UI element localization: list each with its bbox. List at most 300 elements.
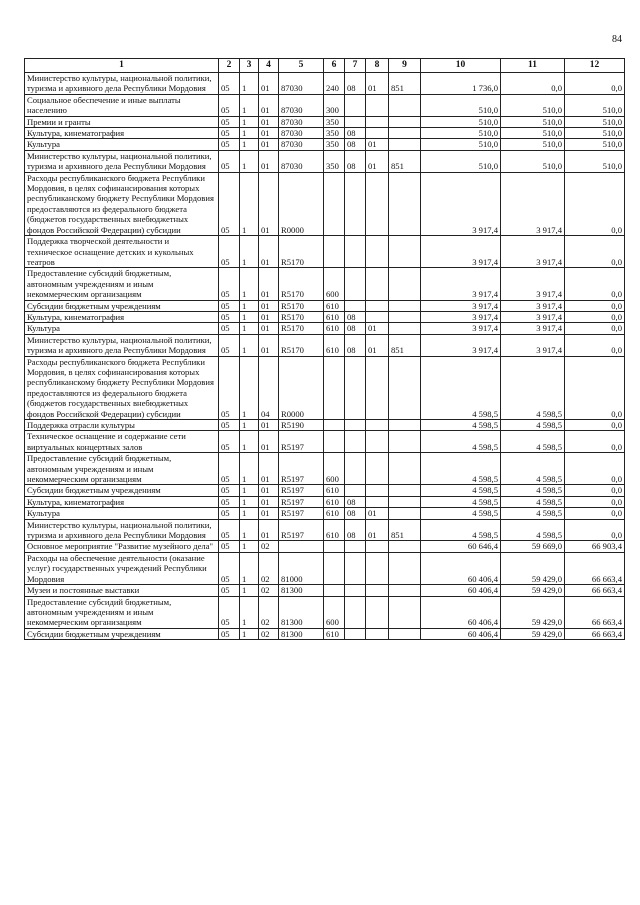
code-gp: 05 [219,128,240,139]
amount-year3: 0,0 [565,300,625,311]
amount-year2: 3 917,4 [501,334,565,356]
page-number: 84 [612,34,622,45]
amount-year3: 510,0 [565,128,625,139]
header-cell: 10 [421,59,501,73]
amount-year3: 66 663,4 [565,628,625,639]
code-grbs [389,596,421,628]
row-name: Техническое оснащение и содержание сети виртуальных концертных залов [25,431,219,453]
code-pp: 1 [240,334,259,356]
code-rz: 08 [345,496,366,507]
table-row [25,453,625,485]
code-pp: 1 [240,128,259,139]
code-pp: 1 [240,356,259,419]
table-row [25,541,625,552]
amount-year1: 510,0 [421,94,501,116]
code-rz: 08 [345,150,366,172]
code-vr: 610 [324,485,345,496]
code-pp: 1 [240,139,259,150]
code-vr: 600 [324,596,345,628]
amount-year3: 0,0 [565,420,625,431]
amount-year3: 0,0 [565,431,625,453]
code-pr [366,585,389,596]
row-name: Культура, кинематография [25,128,219,139]
amount-year2: 4 598,5 [501,420,565,431]
code-rz: 08 [345,508,366,519]
amount-year1: 60 646,4 [421,541,501,552]
code-pr [366,453,389,485]
code-pr: 01 [366,323,389,334]
row-name: Культура, кинематография [25,311,219,322]
code-pr [366,552,389,584]
code-gp: 05 [219,585,240,596]
code-om: 01 [259,94,279,116]
code-vr: 610 [324,323,345,334]
code-om: 02 [259,596,279,628]
code-vr: 610 [324,508,345,519]
table-row [25,236,625,268]
amount-year2: 3 917,4 [501,268,565,300]
amount-year1: 3 917,4 [421,300,501,311]
table-row [25,485,625,496]
amount-year1: 4 598,5 [421,453,501,485]
code-rz [345,116,366,127]
code-rz [345,94,366,116]
code-pr [366,628,389,639]
amount-year2: 4 598,5 [501,356,565,419]
code-grbs: 851 [389,73,421,95]
budget-table [24,58,625,640]
amount-year1: 4 598,5 [421,519,501,541]
amount-year3: 0,0 [565,311,625,322]
code-grbs [389,323,421,334]
table-row [25,172,625,235]
code-grbs [389,311,421,322]
code-pp: 1 [240,496,259,507]
code-pr [366,311,389,322]
code-pp: 1 [240,508,259,519]
amount-year3: 0,0 [565,519,625,541]
amount-year3: 0,0 [565,236,625,268]
row-name: Расходы республиканского бюджета Республики Мордовия, в целях софинансирования которых республиканскому бюджету Республики Мордовия предоставляются из федерального бюджета (бюджетов государственных внебюджетных фондов Российской Федерации) субсидии [25,172,219,235]
code-direction: 81300 [279,585,324,596]
code-direction: R5170 [279,236,324,268]
header-cell: 8 [366,59,389,73]
code-rz [345,485,366,496]
code-om: 01 [259,431,279,453]
header-cell: 6 [324,59,345,73]
row-name: Культура, кинематография [25,496,219,507]
amount-year2: 4 598,5 [501,453,565,485]
amount-year2: 59 429,0 [501,596,565,628]
code-pr [366,420,389,431]
code-rz [345,541,366,552]
code-om: 01 [259,519,279,541]
code-pp: 1 [240,172,259,235]
amount-year3: 66 663,4 [565,585,625,596]
code-grbs [389,496,421,507]
code-vr: 600 [324,453,345,485]
code-om: 01 [259,268,279,300]
code-pp: 1 [240,94,259,116]
code-om: 01 [259,485,279,496]
table-row [25,139,625,150]
code-pp: 1 [240,311,259,322]
code-grbs [389,139,421,150]
code-om: 01 [259,150,279,172]
code-gp: 05 [219,356,240,419]
row-name: Субсидии бюджетным учреждениям [25,485,219,496]
code-vr: 610 [324,300,345,311]
amount-year1: 3 917,4 [421,334,501,356]
amount-year1: 510,0 [421,116,501,127]
code-gp: 05 [219,628,240,639]
code-vr [324,236,345,268]
code-direction: R5170 [279,268,324,300]
code-pr [366,172,389,235]
header-cell: 11 [501,59,565,73]
code-rz [345,356,366,419]
code-pp: 1 [240,485,259,496]
amount-year2: 0,0 [501,73,565,95]
code-pr: 01 [366,519,389,541]
code-rz [345,431,366,453]
amount-year3: 510,0 [565,94,625,116]
code-vr: 600 [324,268,345,300]
header-cell: 4 [259,59,279,73]
code-grbs [389,420,421,431]
code-gp: 05 [219,139,240,150]
code-direction: R5170 [279,311,324,322]
code-vr [324,585,345,596]
amount-year3: 0,0 [565,496,625,507]
row-name: Расходы республиканского бюджета Республики Мордовия, в целях софинансирования которых республиканскому бюджету Республики Мордовия предоставляются из федерального бюджета (бюджетов государственных внебюджетных фондов Российской Федерации) субсидии [25,356,219,419]
code-direction: R5170 [279,300,324,311]
code-direction: 81300 [279,628,324,639]
amount-year3: 66 903,4 [565,541,625,552]
code-pr [366,268,389,300]
code-direction: 87030 [279,150,324,172]
code-pp: 1 [240,300,259,311]
row-name: Предоставление субсидий бюджетным, автономным учреждениям и иным некоммерческим организациям [25,453,219,485]
table-row [25,508,625,519]
code-gp: 05 [219,485,240,496]
code-vr: 610 [324,334,345,356]
code-direction: R5170 [279,334,324,356]
code-direction: R5197 [279,508,324,519]
code-rz [345,300,366,311]
row-name: Поддержка творческой деятельности и техническое оснащение детских и кукольных театров [25,236,219,268]
code-gp: 05 [219,116,240,127]
code-grbs: 851 [389,334,421,356]
code-grbs [389,485,421,496]
code-gp: 05 [219,268,240,300]
code-gp: 05 [219,431,240,453]
code-pp: 1 [240,519,259,541]
code-om: 04 [259,356,279,419]
amount-year3: 0,0 [565,172,625,235]
row-name: Поддержка отрасли культуры [25,420,219,431]
code-gp: 05 [219,496,240,507]
row-name: Предоставление субсидий бюджетным, автономным учреждениям и иным некоммерческим организациям [25,268,219,300]
row-name: Субсидии бюджетным учреждениям [25,300,219,311]
amount-year3: 66 663,4 [565,596,625,628]
code-om: 02 [259,585,279,596]
amount-year1: 1 736,0 [421,73,501,95]
code-rz [345,453,366,485]
table-row [25,150,625,172]
code-pr [366,236,389,268]
amount-year2: 3 917,4 [501,323,565,334]
amount-year2: 59 429,0 [501,585,565,596]
code-pp: 1 [240,116,259,127]
code-gp: 05 [219,596,240,628]
code-om: 01 [259,453,279,485]
header-row [25,59,625,73]
code-om: 01 [259,420,279,431]
code-pr [366,596,389,628]
amount-year3: 0,0 [565,73,625,95]
amount-year1: 60 406,4 [421,552,501,584]
amount-year1: 60 406,4 [421,585,501,596]
code-vr: 350 [324,128,345,139]
row-name: Министерство культуры, национальной политики, туризма и архивного дела Республики Мордовия [25,150,219,172]
row-name: Предоставление субсидий бюджетным, автономным учреждениям и иным некоммерческим организациям [25,596,219,628]
row-name: Музеи и постоянные выставки [25,585,219,596]
row-name: Расходы на обеспечение деятельности (оказание услуг) государственных учреждений Республики Мордовия [25,552,219,584]
amount-year3: 0,0 [565,356,625,419]
code-vr [324,552,345,584]
code-gp: 05 [219,541,240,552]
row-name: Социальное обеспечение и иные выплаты населению [25,94,219,116]
code-rz [345,585,366,596]
code-pp: 1 [240,323,259,334]
amount-year2: 510,0 [501,94,565,116]
table-row [25,323,625,334]
code-vr: 610 [324,311,345,322]
amount-year2: 3 917,4 [501,311,565,322]
code-pr [366,300,389,311]
table-row [25,628,625,639]
code-gp: 05 [219,311,240,322]
code-om: 02 [259,628,279,639]
code-pr [366,128,389,139]
row-name: Министерство культуры, национальной политики, туризма и архивного дела Республики Мордовия [25,519,219,541]
row-name: Министерство культуры, национальной политики, туризма и архивного дела Республики Мордовия [25,73,219,95]
row-name: Культура [25,139,219,150]
code-vr: 300 [324,94,345,116]
table-row [25,356,625,419]
code-pp: 1 [240,268,259,300]
amount-year1: 4 598,5 [421,431,501,453]
table-row [25,311,625,322]
table-row [25,552,625,584]
code-direction: R5197 [279,453,324,485]
code-pp: 1 [240,431,259,453]
amount-year1: 510,0 [421,128,501,139]
code-direction: R5197 [279,431,324,453]
amount-year1: 3 917,4 [421,323,501,334]
code-rz [345,628,366,639]
code-pr [366,116,389,127]
amount-year1: 4 598,5 [421,485,501,496]
code-direction: R5197 [279,519,324,541]
code-vr [324,431,345,453]
amount-year2: 510,0 [501,116,565,127]
code-vr: 240 [324,73,345,95]
amount-year1: 510,0 [421,139,501,150]
code-grbs [389,453,421,485]
code-pr [366,431,389,453]
code-vr [324,541,345,552]
row-name: Премии и гранты [25,116,219,127]
header-cell: 9 [389,59,421,73]
table-row [25,73,625,95]
code-gp: 05 [219,323,240,334]
amount-year2: 59 429,0 [501,628,565,639]
amount-year1: 60 406,4 [421,596,501,628]
code-direction: 87030 [279,139,324,150]
code-vr: 610 [324,519,345,541]
code-rz: 08 [345,139,366,150]
amount-year3: 0,0 [565,453,625,485]
code-pp: 1 [240,628,259,639]
code-rz: 08 [345,128,366,139]
code-rz [345,268,366,300]
row-name: Культура [25,323,219,334]
code-grbs [389,585,421,596]
code-pp: 1 [240,420,259,431]
table-row [25,585,625,596]
row-name: Культура [25,508,219,519]
code-grbs [389,300,421,311]
amount-year1: 3 917,4 [421,172,501,235]
code-pp: 1 [240,73,259,95]
amount-year1: 60 406,4 [421,628,501,639]
code-om: 02 [259,541,279,552]
code-gp: 05 [219,508,240,519]
amount-year2: 3 917,4 [501,300,565,311]
code-om: 01 [259,172,279,235]
code-om: 01 [259,236,279,268]
header-cell: 5 [279,59,324,73]
code-vr: 350 [324,116,345,127]
code-pr [366,496,389,507]
code-vr [324,420,345,431]
code-grbs [389,431,421,453]
code-grbs [389,541,421,552]
amount-year3: 510,0 [565,116,625,127]
amount-year3: 0,0 [565,508,625,519]
code-om: 01 [259,128,279,139]
amount-year2: 4 598,5 [501,508,565,519]
code-grbs [389,236,421,268]
code-gp: 05 [219,334,240,356]
code-gp: 05 [219,236,240,268]
amount-year1: 4 598,5 [421,356,501,419]
code-om: 01 [259,508,279,519]
code-pr [366,356,389,419]
row-name: Основное мероприятие "Развитие музейного дела" [25,541,219,552]
amount-year1: 3 917,4 [421,311,501,322]
amount-year2: 510,0 [501,139,565,150]
code-grbs [389,628,421,639]
code-vr: 350 [324,139,345,150]
code-rz: 08 [345,73,366,95]
table-row [25,519,625,541]
table-row [25,268,625,300]
header-cell: 7 [345,59,366,73]
code-gp: 05 [219,552,240,584]
code-pr [366,541,389,552]
table-row [25,334,625,356]
amount-year2: 59 429,0 [501,552,565,584]
row-name: Министерство культуры, национальной политики, туризма и архивного дела Республики Мордовия [25,334,219,356]
code-om: 01 [259,139,279,150]
code-grbs [389,116,421,127]
code-om: 01 [259,300,279,311]
amount-year3: 510,0 [565,150,625,172]
code-rz: 08 [345,311,366,322]
code-direction: R5197 [279,496,324,507]
code-om: 01 [259,334,279,356]
table-row [25,128,625,139]
code-pr: 01 [366,334,389,356]
amount-year3: 0,0 [565,485,625,496]
code-pp: 1 [240,236,259,268]
amount-year1: 3 917,4 [421,236,501,268]
amount-year3: 0,0 [565,268,625,300]
amount-year2: 59 669,0 [501,541,565,552]
code-grbs [389,128,421,139]
amount-year2: 4 598,5 [501,431,565,453]
code-grbs [389,172,421,235]
code-om: 01 [259,323,279,334]
code-grbs [389,552,421,584]
header-cell: 12 [565,59,625,73]
code-rz: 08 [345,334,366,356]
code-pp: 1 [240,541,259,552]
code-pr [366,94,389,116]
amount-year1: 4 598,5 [421,496,501,507]
code-gp: 05 [219,73,240,95]
table-row [25,431,625,453]
code-direction: 87030 [279,73,324,95]
table-row [25,420,625,431]
code-grbs [389,94,421,116]
code-pr [366,485,389,496]
code-direction: 87030 [279,116,324,127]
amount-year2: 4 598,5 [501,496,565,507]
code-direction: 87030 [279,94,324,116]
amount-year2: 510,0 [501,150,565,172]
code-grbs: 851 [389,519,421,541]
code-pp: 1 [240,453,259,485]
code-pp: 1 [240,585,259,596]
code-pp: 1 [240,596,259,628]
code-pr: 01 [366,73,389,95]
code-gp: 05 [219,420,240,431]
code-rz [345,236,366,268]
table-row [25,300,625,311]
code-direction: R0000 [279,356,324,419]
header-cell: 1 [25,59,219,73]
code-pr: 01 [366,508,389,519]
code-direction: 87030 [279,128,324,139]
code-rz: 08 [345,519,366,541]
code-rz [345,420,366,431]
code-grbs [389,356,421,419]
code-vr [324,172,345,235]
